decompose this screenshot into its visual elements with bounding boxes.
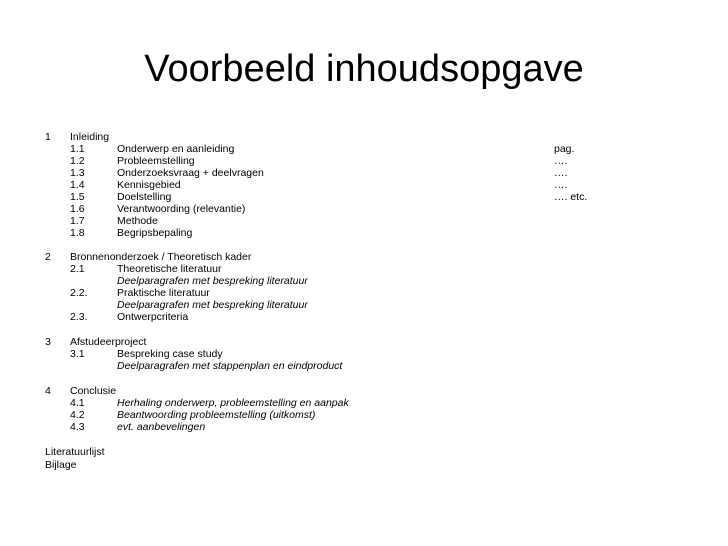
chapter-title: Inleiding (70, 131, 110, 143)
item-number: 1.6 (70, 203, 85, 215)
item-number: 4.1 (70, 397, 85, 409)
item-title: Theoretische literatuur (117, 263, 222, 275)
chapter-number: 1 (45, 131, 51, 143)
toc-item-3-1 (0, 348, 728, 360)
toc-item-1-1 (0, 143, 728, 155)
chapter-title: Afstudeerproject (70, 336, 147, 348)
item-title: Verantwoording (relevantie) (117, 203, 246, 215)
chapter-title: Conclusie (70, 385, 117, 397)
item-number: 1.5 (70, 191, 85, 203)
item-number: 1.4 (70, 179, 85, 191)
item-page: …. (554, 167, 568, 179)
item-title: Methode (117, 215, 158, 227)
toc-item-2-2-note (0, 299, 728, 311)
toc-chapter-4 (0, 385, 728, 397)
chapter-number: 4 (45, 385, 51, 397)
item-number: 1.7 (70, 215, 85, 227)
toc-item-2-1-note (0, 275, 728, 287)
item-title: evt. aanbevelingen (117, 421, 206, 433)
chapter-number: 3 (45, 336, 51, 348)
item-page: …. (554, 155, 568, 167)
item-title: Onderwerp en aanleiding (117, 143, 235, 155)
toc-item-1-5 (0, 191, 728, 203)
item-number: 3.1 (70, 348, 85, 360)
item-number: 2.2. (70, 287, 88, 299)
item-title: Begripsbepaling (117, 227, 193, 239)
item-note: Deelparagrafen met bespreking literatuur (117, 275, 308, 287)
toc-item-1-7 (0, 215, 728, 227)
toc-item-2-1 (0, 263, 728, 275)
item-title: Doelstelling (117, 191, 172, 203)
toc-item-1-6 (0, 203, 728, 215)
toc-item-1-4 (0, 179, 728, 191)
toc-chapter-1 (0, 131, 728, 143)
toc-item-2-2 (0, 287, 728, 299)
toc-item-2-3 (0, 311, 728, 323)
appendix-item: Literatuurlijst (45, 446, 105, 458)
toc-item-4-3 (0, 421, 728, 433)
toc-item-1-2 (0, 155, 728, 167)
toc-chapter-3 (0, 336, 728, 348)
item-title: Kennisgebied (117, 179, 181, 191)
item-title: Praktische literatuur (117, 287, 210, 299)
item-number: 1.2 (70, 155, 85, 167)
toc-item-1-8 (0, 227, 728, 239)
item-title: Beantwoording probleemstelling (uitkomst) (117, 409, 316, 421)
toc-item-4-1 (0, 397, 728, 409)
item-page: pag. (554, 143, 575, 155)
item-page: …. etc. (554, 191, 588, 203)
item-number: 1.8 (70, 227, 85, 239)
toc-appendix-attachment (0, 459, 728, 471)
chapter-title: Bronnenonderzoek / Theoretisch kader (70, 251, 252, 263)
chapter-number: 2 (45, 251, 51, 263)
appendix-item: Bijlage (45, 459, 77, 471)
item-number: 2.3. (70, 311, 88, 323)
item-number: 2.1 (70, 263, 85, 275)
item-page: …. (554, 179, 568, 191)
item-title: Herhaling onderwerp, probleemstelling en aanpak (117, 397, 349, 409)
item-title: Onderzoeksvraag + deelvragen (117, 167, 264, 179)
item-number: 4.2 (70, 409, 85, 421)
item-note: Deelparagrafen met stappenplan en eindproduct (117, 360, 343, 372)
toc-appendix-literature (0, 446, 728, 458)
item-title: Ontwerpcriteria (117, 311, 189, 323)
toc-item-1-3 (0, 167, 728, 179)
item-number: 1.3 (70, 167, 85, 179)
item-note: Deelparagrafen met bespreking literatuur (117, 299, 308, 311)
item-number: 4.3 (70, 421, 85, 433)
toc-item-4-2 (0, 409, 728, 421)
item-title: Probleemstelling (117, 155, 195, 167)
toc-item-3-1-note (0, 360, 728, 372)
page-title: Voorbeeld inhoudsopgave (144, 48, 584, 90)
item-title: Bespreking case study (117, 348, 223, 360)
toc-chapter-2 (0, 251, 728, 263)
item-number: 1.1 (70, 143, 85, 155)
